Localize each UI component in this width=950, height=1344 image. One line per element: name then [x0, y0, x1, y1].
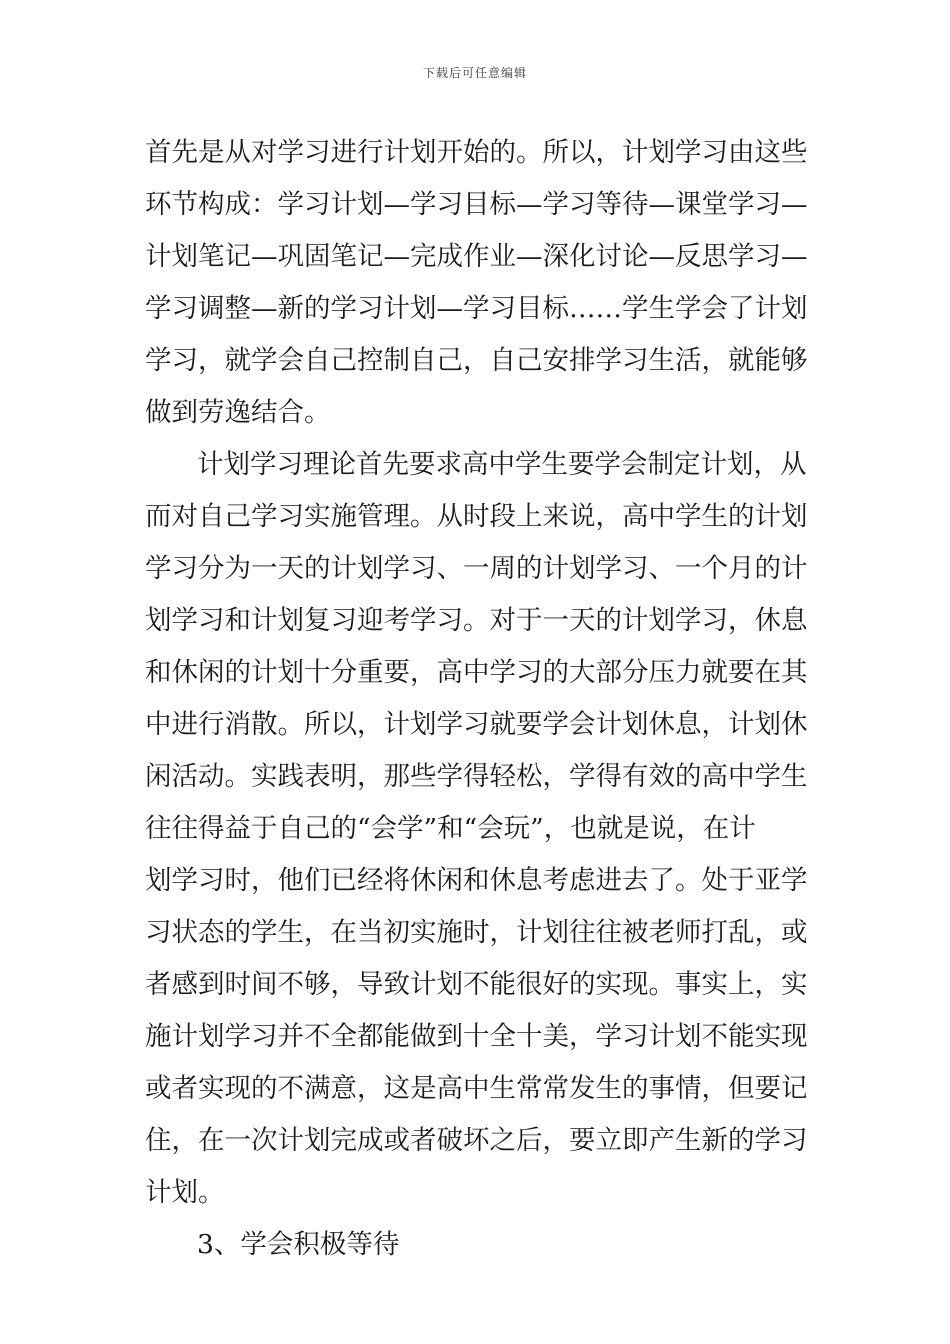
paragraph [145, 439, 810, 1219]
paragraph [145, 127, 810, 439]
text-line: 者感到时间不够，导致计划不能很好的实现。事实上，实 [145, 969, 808, 1000]
text-line: 或者实现的不满意，这是高中生常常发生的事情，但要记 [145, 1073, 808, 1104]
header-note: 下载后可任意编辑 [422, 66, 527, 80]
text-line: 划学习时，他们已经将休闲和休息考虑进去了。处于亚学 [145, 865, 808, 896]
text-line: 计划笔记—巩固笔记—完成作业—深化讨论—反思学习— [145, 241, 808, 272]
text-line: 计划。 [145, 1177, 225, 1208]
text-line: 3、学会积极等待 [197, 1229, 400, 1260]
text-line: 和休闲的计划十分重要，高中学习的大部分压力就要在其 [145, 657, 808, 688]
text-line: 施计划学习并不全都能做到十全十美，学习计划不能实现 [145, 1021, 808, 1052]
text-line: 计划学习理论首先要求高中学生要学会制定计划，从 [197, 449, 807, 480]
text-line: 学习分为一天的计划学习、一周的计划学习、一个月的计 [145, 553, 808, 584]
text-line: 往往得益于自己的“会学”和“会玩”，也就是说，在计 [145, 813, 756, 844]
text-line: 环节构成：学习计划—学习目标—学习等待—课堂学习— [145, 189, 808, 220]
text-line: 首先是从对学习进行计划开始的。所以，计划学习由这些 [145, 137, 808, 168]
text-line: 住，在一次计划完成或者破坏之后，要立即产生新的学习 [145, 1125, 808, 1156]
text-line: 而对自己学习实施管理。从时段上来说，高中学生的计划 [145, 501, 808, 532]
text-line: 划学习和计划复习迎考学习。对于一天的计划学习，休息 [145, 605, 808, 636]
text-line: 学习，就学会自己控制自己，自己安排学习生活，就能够 [145, 345, 808, 376]
text-line: 学习调整—新的学习计划—学习目标……学生学会了计划 [145, 293, 808, 324]
body-text [145, 127, 810, 1271]
text-line: 习状态的学生，在当初实施时，计划往往被老师打乱，或 [145, 917, 808, 948]
text-line: 中进行消散。所以，计划学习就要学会计划休息，计划休 [145, 709, 808, 740]
text-line: 闲活动。实践表明，那些学得轻松，学得有效的高中学生 [145, 761, 808, 792]
paragraph [145, 1219, 810, 1271]
text-line: 做到劳逸结合。 [145, 397, 331, 428]
